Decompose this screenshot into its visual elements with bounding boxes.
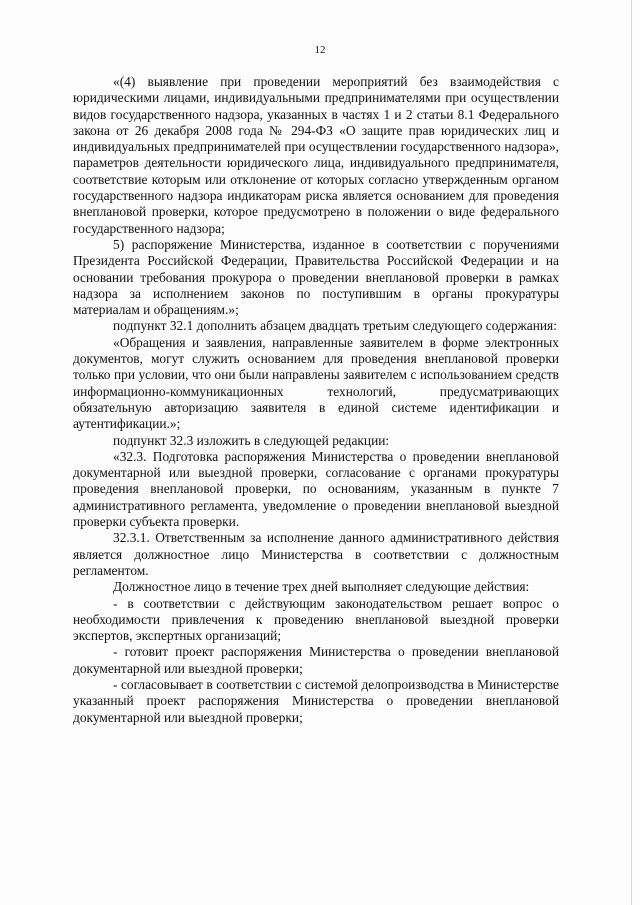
- list-item-experts: - в соответствии с действующим законодательством решает вопрос о необходимости привлечения к проведению внеплановой выездной проверки экспертов, экспертных организаций;: [73, 595, 559, 644]
- paragraph-subpoint-32-1-instruction: подпункт 32.1 дополнить абзацем двадцать третьим следующего содержания:: [113, 318, 557, 334]
- paragraph-32-3: «32.3. Подготовка распоряжения Министерства о проведении внеплановой документарной или выездной проверки, согласование с органами прокуратуры проведения внеплановой проверки, по основаниям, указанным в пункте 7 административного регламента, уведомление о проведении внеплановой выездной проверки субъекта проверки.: [73, 448, 559, 530]
- paragraph-32-3-1: 32.3.1. Ответственным за исполнение данного административного действия является должностное лицо Министерства в соответствии с должностным регламентом.: [73, 530, 559, 578]
- paragraph-subpoint-32-3-instruction: подпункт 32.3 изложить в следующей редакции:: [113, 432, 390, 448]
- paragraph-item-5: 5) распоряжение Министерства, изданное в соответствии с поручениями Президента Российской Федерации, Правительства Российской Федерации и на основании требования прокурора о проведении внеплановой проверки в рамках надзора за исполнением законов по поступившим в органы прокуратуры материалам и обращениям.»;: [73, 236, 559, 318]
- document-body: [73, 74, 559, 726]
- list-item-draft-order: - готовит проект распоряжения Министерства о проведении внеплановой документарной или выездной проверки;: [73, 644, 559, 676]
- page-number: 12: [314, 44, 326, 56]
- paragraph-electronic-applications: «Обращения и заявления, направленные заявителем в форме электронных документов, могут служить основанием для проведения внеплановой проверки только при условии, что они были направлены заявителем с использованием средств информационно-коммуникационных технологий, предусматривающих обязательную авторизацию заявителя в единой системе идентификации и аутентификации.»;: [73, 334, 559, 432]
- scan-edge-line: [631, 0, 632, 905]
- paragraph-item-4: «(4) выявление при проведении мероприятий без взаимодействия с юридическими лицами, индивидуальными предпринимателями при осуществлении видов государственного надзора, указанных в частях 1 и 2 статьи 8.1 Федерального закона от 26 декабря 2008 года № 294-ФЗ «О защите прав юридических лиц и индивидуальных предпринимателей при осуществлении государственного надзора», параметров деятельности юридического лица, индивидуального предпринимателя, соответствие которым или отклонение от которых согласно утвержденным органом государственного надзора индикаторам риска является основанием для проведения внеплановой проверки, которое предусмотрено в положении о виде федерального государственного надзора;: [73, 74, 559, 236]
- list-item-approval: - согласовывает в соответствии с системой делопроизводства в Министерстве указанный проект распоряжения Министерства о проведении внеплановой документарной или выездной проверки;: [73, 676, 559, 725]
- paragraph-official-actions: Должностное лицо в течение трех дней выполняет следующие действия:: [113, 579, 530, 595]
